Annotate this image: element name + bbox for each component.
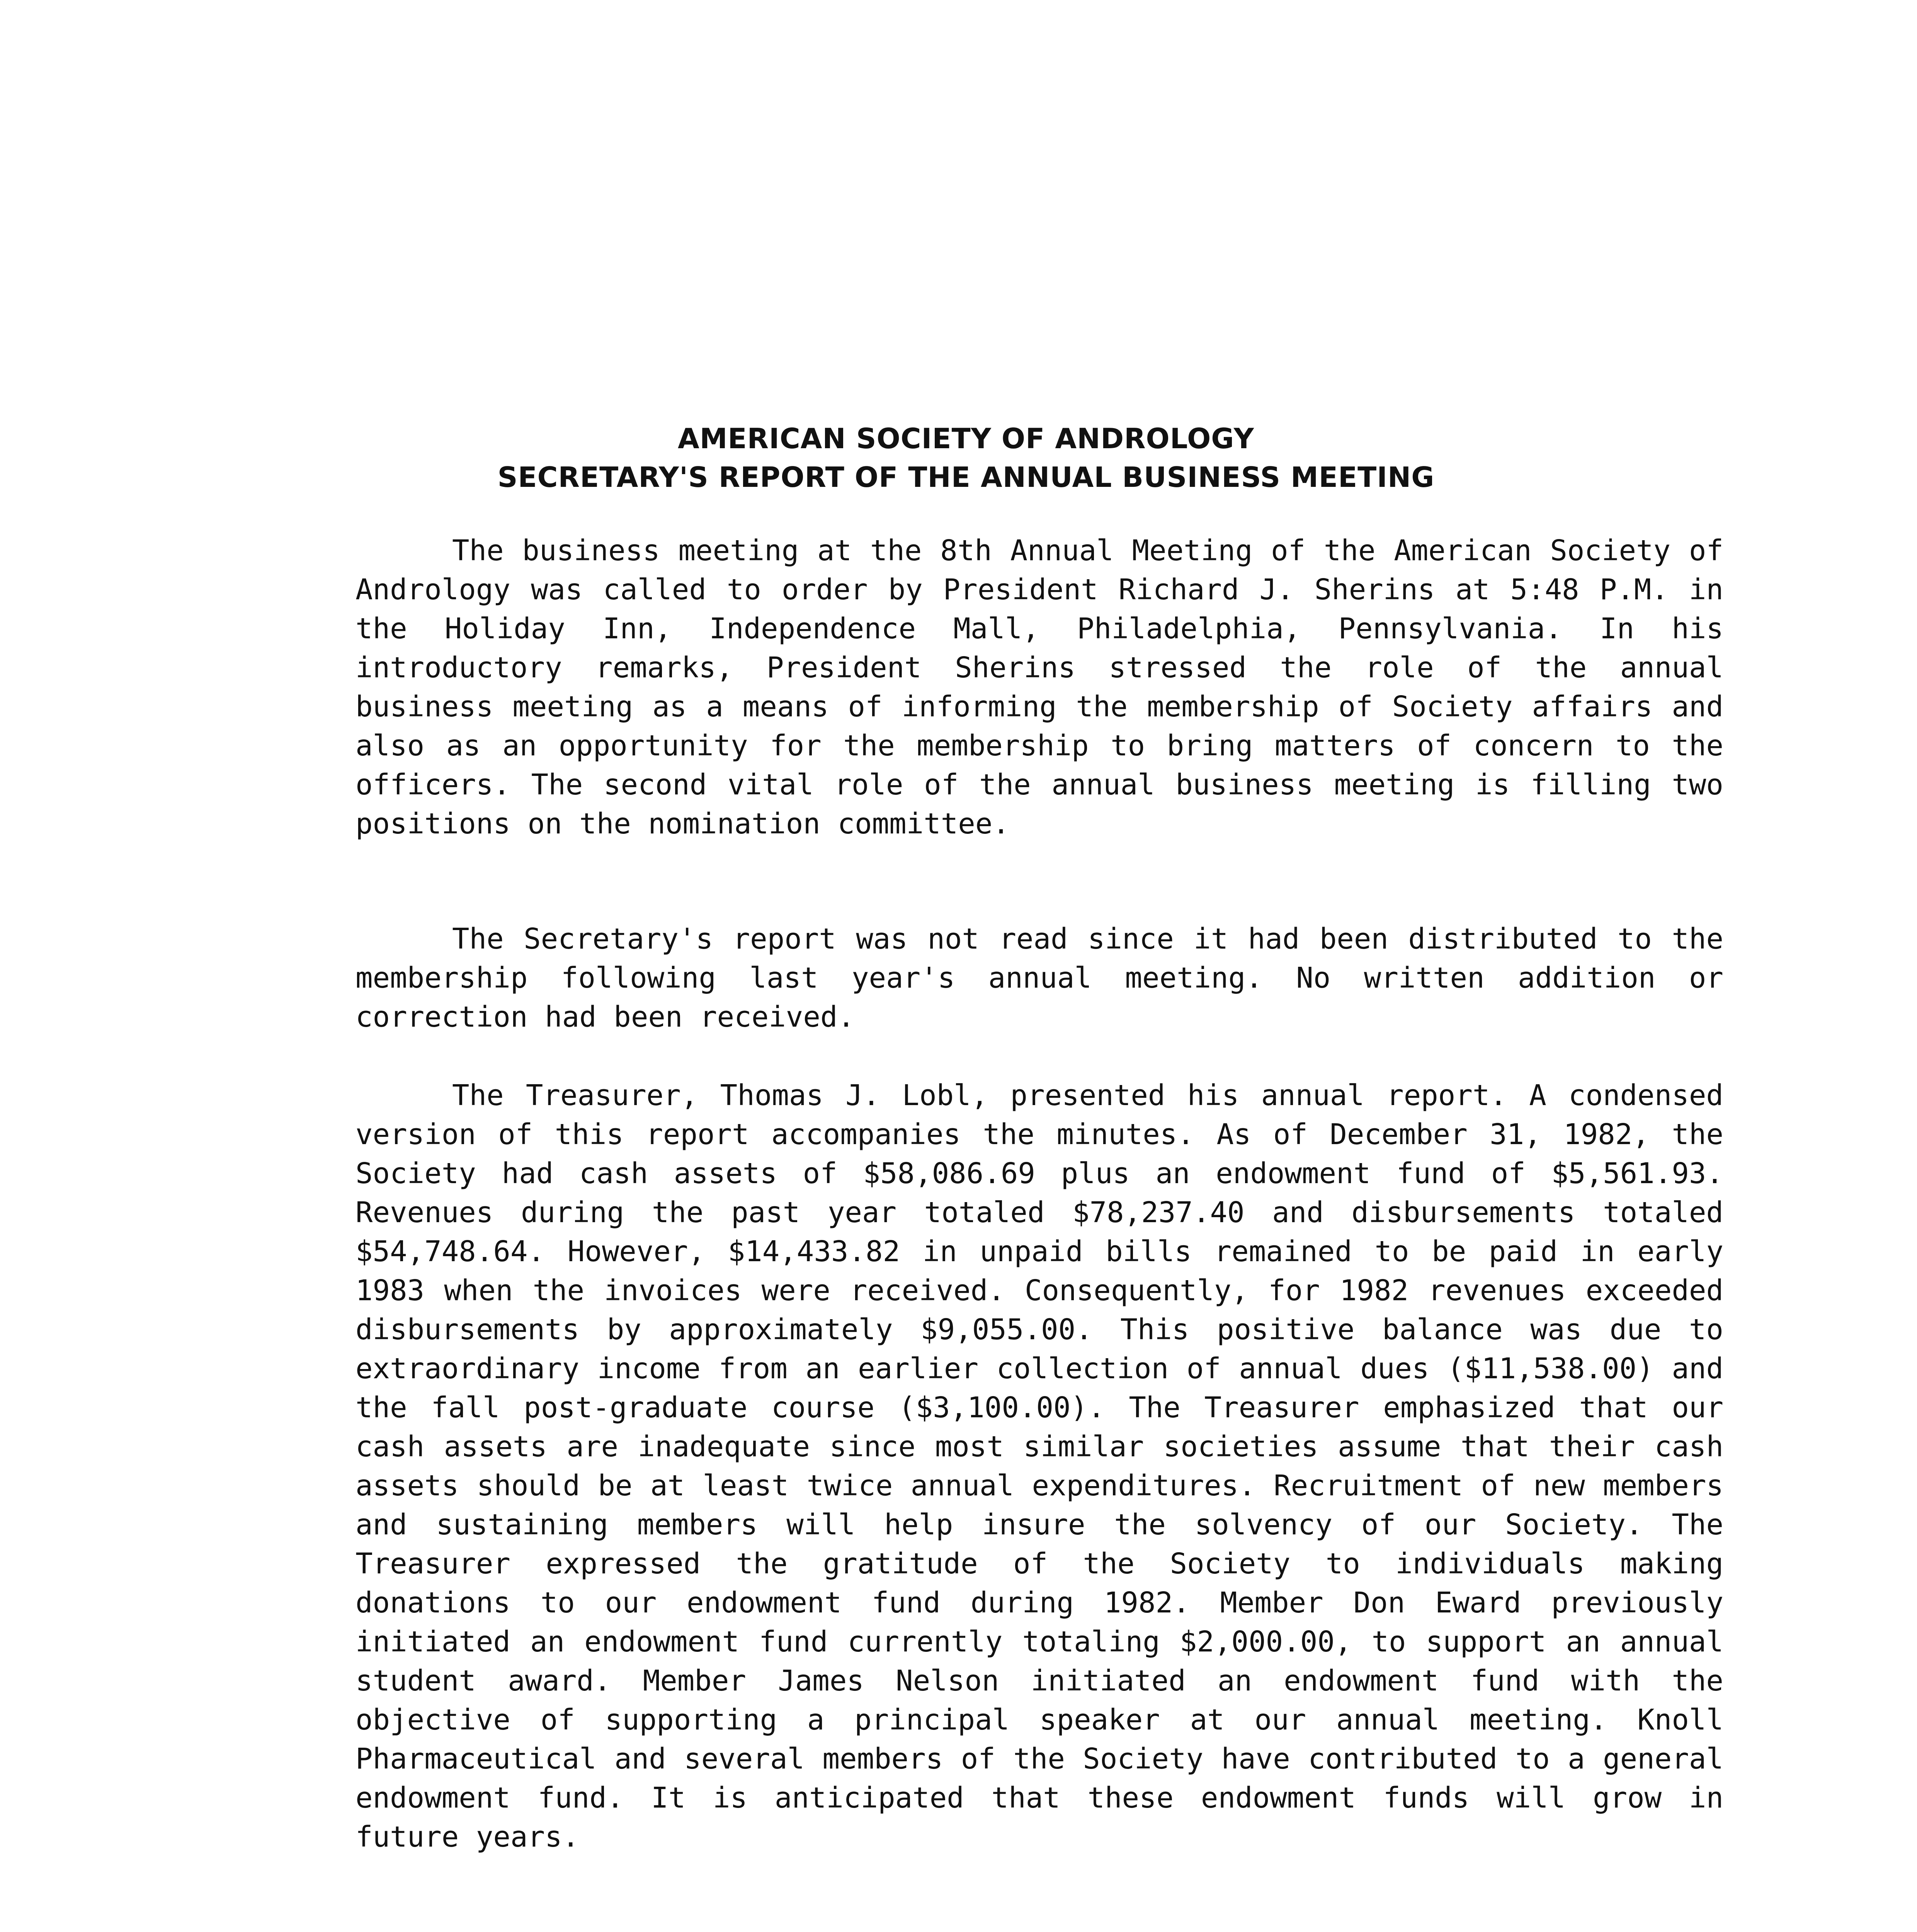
document-title-line2: SECRETARY'S REPORT OF THE ANNUAL BUSINESS MEETING [497, 461, 1435, 493]
paragraph-business-meeting: The business meeting at the 8th Annual Meeting of the American Society of Andrology was called to order by President Richard J. Sherins at 5:48 P.M. in the Holiday Inn, Independence Mall, Philadelphia, Pennsylvania. In his introductory remarks, President Sherins stressed the role of the annual business meeting as a means of informing the membership of Society affairs and also as an opportunity for the membership to bring matters of concern to the officers. The second vital role of the annual business meeting is filling two positions on the nomination committee. [356, 534, 1723, 840]
document-title-line1: AMERICAN SOCIETY OF ANDROLOGY [678, 422, 1254, 455]
paragraph-treasurer-report: The Treasurer, Thomas J. Lobl, presented his annual report. A condensed version of this report accompanies the minutes. As of December 31, 1982, the Society had cash assets of $58,086.69 plus an endowment fund of $5,561.93. Revenues during the past year totaled $78,237.40 and disbursements totaled $54,748.64. However, $14,433.82 in unpaid bills remained to be paid in early 1983 when the invoices were received. Consequently, for 1982 revenues exceeded disbursements by approximately $9,055.00. This positive balance was due to extraordinary income from an earlier collection of annual dues ($11,538.00) and the fall post-graduate course ($3,100.00). The Treasurer emphasized that our cash assets are inadequate since most similar societies assume that their cash assets should be at least twice annual expenditures. Recruitment of new members and sustaining members will help insure the solvency of our Society. The Treasurer expressed the gratitude of the Society to individuals making donations to our endowment fund during 1982. Member Don Eward previously initiated an endowment fund currently totaling $2,000.00, to support an annual student award. Member James Nelson initiated an endowment fund with the objective of supporting a principal speaker at our annual meeting. Knoll Pharmaceutical and several members of the Society have contributed to a general endowment fund. It is anticipated that these endowment funds will grow in future years. [356, 1079, 1723, 1854]
paragraph-secretary-report: The Secretary's report was not read since it had been distributed to the membership following last year's annual meeting. No written addition or correction had been received. [356, 922, 1723, 1034]
